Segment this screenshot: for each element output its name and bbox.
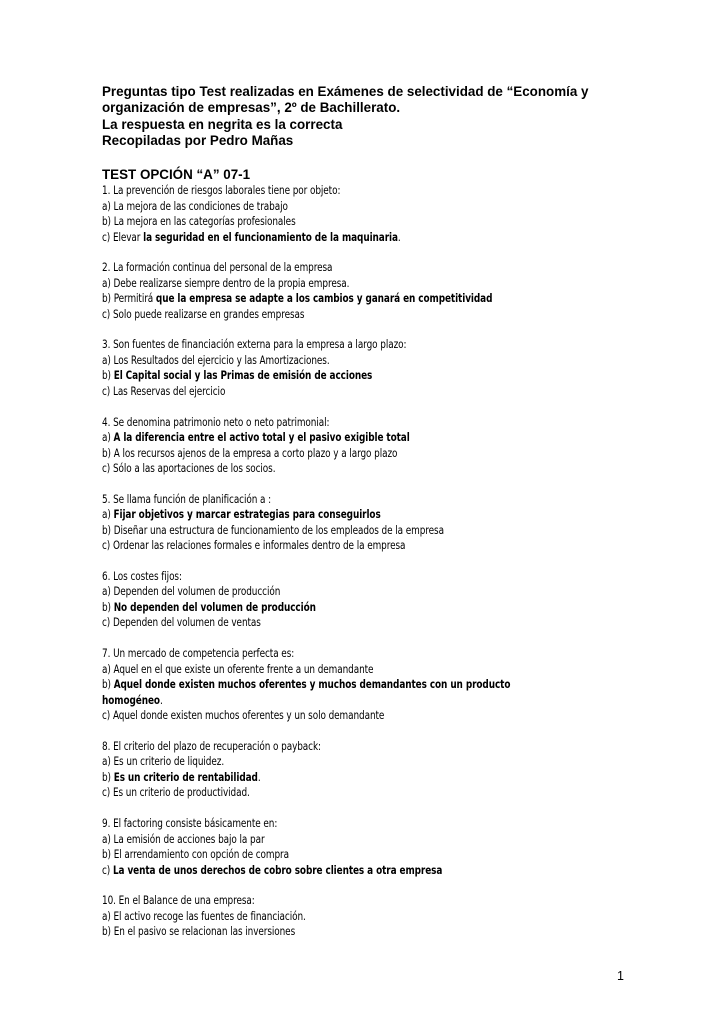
answer-line xyxy=(102,909,508,925)
answer-line xyxy=(102,785,508,801)
correct-answer-text: Es un criterio de rentabilidad xyxy=(113,769,258,784)
answer-text: b) Permitirá xyxy=(102,291,156,306)
answer-line xyxy=(102,507,508,523)
question-block xyxy=(102,260,622,322)
answer-text: . xyxy=(159,692,163,707)
answer-line xyxy=(102,677,511,693)
answer-text: a) Los Resultados del ejercicio y las Amortizaciones. xyxy=(102,352,330,367)
answer-text: b) xyxy=(102,368,114,383)
answer-text: b) El arrendamiento con opción de compra xyxy=(102,847,290,862)
question-text: 8. El criterio del plazo de recuperación o payback: xyxy=(102,738,321,753)
answer-text: a) La mejora de las condiciones de trabajo xyxy=(102,198,288,213)
answer-text: c) Sólo a las aportaciones de los socios. xyxy=(102,461,276,476)
header-line: Recopiladas por Pedro Mañas xyxy=(102,133,294,149)
question-block xyxy=(102,739,622,801)
question-block xyxy=(102,183,622,245)
correct-answer-text: A la diferencia entre el activo total y el pasivo exigible total xyxy=(113,430,410,445)
answer-line xyxy=(102,662,508,678)
answer-line xyxy=(102,291,508,307)
question-list xyxy=(102,183,622,940)
answer-line xyxy=(102,214,508,230)
answer-line xyxy=(102,863,508,879)
answer-text: . xyxy=(397,229,401,244)
question-text: 10. En el Balance de una empresa: xyxy=(102,893,255,908)
answer-line xyxy=(102,368,508,384)
page-number: 1 xyxy=(617,969,624,983)
answer-text: . xyxy=(257,769,261,784)
correct-answer-text: homogéneo xyxy=(102,692,160,707)
answer-line xyxy=(102,584,508,600)
answer-text: c) Dependen del volumen de ventas xyxy=(102,615,261,630)
answer-line xyxy=(102,446,508,462)
correct-answer-text: Aquel donde existen muchos oferentes y muchos demandantes con un producto xyxy=(113,677,511,692)
answer-line xyxy=(102,770,508,786)
answer-line xyxy=(102,615,508,631)
question-text: 9. El factoring consiste básicamente en: xyxy=(102,816,278,831)
answer-text: a) La emisión de acciones bajo la par xyxy=(102,831,265,846)
answer-line xyxy=(102,276,508,292)
answer-line xyxy=(102,461,508,477)
answer-text: a) Debe realizarse siempre dentro de la propia empresa. xyxy=(102,275,350,290)
answer-text: c) Solo puede realizarse en grandes empresas xyxy=(102,306,305,321)
answer-line xyxy=(102,523,508,539)
question-text: 1. La prevención de riesgos laborales tiene por objeto: xyxy=(102,183,341,198)
correct-answer-text: Fijar objetivos y marcar estrategias para conseguirlos xyxy=(113,507,381,522)
answer-text: c) Ordenar las relaciones formales e informales dentro de la empresa xyxy=(102,538,406,553)
question-text: 6. Los costes fijos: xyxy=(102,568,182,583)
answer-text: a) xyxy=(102,430,114,445)
answer-text: a) Aquel en el que existe un oferente frente a un demandante xyxy=(102,661,374,676)
answer-text: a) El activo recoge las fuentes de financiación. xyxy=(102,908,306,923)
correct-answer-text: El Capital social y las Primas de emisión de acciones xyxy=(113,368,373,383)
answer-text: c) Las Reservas del ejercicio xyxy=(102,383,226,398)
correct-answer-text: que la empresa se adapte a los cambios y ganará en competitividad xyxy=(155,291,493,306)
question-text: 3. Son fuentes de financiación externa para la empresa a largo plazo: xyxy=(102,337,407,352)
correct-answer-text: La venta de unos derechos de cobro sobre clientes a otra empresa xyxy=(112,862,443,877)
correct-answer-text: No dependen del volumen de producción xyxy=(113,599,316,614)
answer-line xyxy=(102,230,508,246)
question-block xyxy=(102,569,622,631)
answer-line xyxy=(102,600,508,616)
question-block xyxy=(102,337,622,399)
answer-text: a) xyxy=(102,507,114,522)
answer-text: c) Aquel donde existen muchos oferentes y un solo demandante xyxy=(102,708,385,723)
header-line: organización de empresas”, 2º de Bachillerato. xyxy=(102,100,401,116)
answer-text: b) En el pasivo se relacionan las inversiones xyxy=(102,924,296,939)
answer-line xyxy=(102,430,508,446)
question-block xyxy=(102,415,622,477)
answer-text: c) xyxy=(102,862,113,877)
question-text: 5. Se llama función de planificación a : xyxy=(102,491,272,506)
question-block xyxy=(102,893,622,940)
answer-text: a) Es un criterio de liquidez. xyxy=(102,754,225,769)
question-block xyxy=(102,816,622,878)
question-block xyxy=(102,646,622,724)
document-page xyxy=(102,84,622,940)
answer-line xyxy=(102,538,508,554)
header-line: Preguntas tipo Test realizadas en Exámenes de selectividad de “Economía y xyxy=(102,84,589,99)
question-text: 2. La formación continua del personal de la empresa xyxy=(102,260,333,275)
question-text: 7. Un mercado de competencia perfecta es: xyxy=(102,646,295,661)
question-block xyxy=(102,492,622,554)
answer-line xyxy=(102,832,508,848)
answer-text: c) Elevar xyxy=(102,229,144,244)
test-title: TEST OPCIÓN “A” 07-1 xyxy=(102,166,251,182)
answer-text: b) A los recursos ajenos de la empresa a corto plazo y a largo plazo xyxy=(102,445,398,460)
answer-line xyxy=(102,199,508,215)
header-line: La respuesta en negrita es la correcta xyxy=(102,116,343,132)
answer-text: b) Diseñar una estructura de funcionamiento de los empleados de la empresa xyxy=(102,522,444,537)
answer-line xyxy=(102,847,508,863)
answer-line xyxy=(102,924,508,940)
document-header xyxy=(102,84,622,150)
answer-line xyxy=(102,754,508,770)
answer-text: b) La mejora en las categorías profesionales xyxy=(102,214,296,229)
answer-line xyxy=(102,693,508,709)
answer-line xyxy=(102,384,508,400)
answer-text: b) xyxy=(102,769,114,784)
answer-text: b) xyxy=(102,677,114,692)
answer-line xyxy=(102,708,508,724)
question-text: 4. Se denomina patrimonio neto o neto patrimonial: xyxy=(102,414,330,429)
answer-line xyxy=(102,307,508,323)
correct-answer-text: la seguridad en el funcionamiento de la maquinaria xyxy=(143,229,398,244)
answer-line xyxy=(102,353,508,369)
answer-text: b) xyxy=(102,599,114,614)
answer-text: c) Es un criterio de productividad. xyxy=(102,785,250,800)
answer-text: a) Dependen del volumen de producción xyxy=(102,584,281,599)
